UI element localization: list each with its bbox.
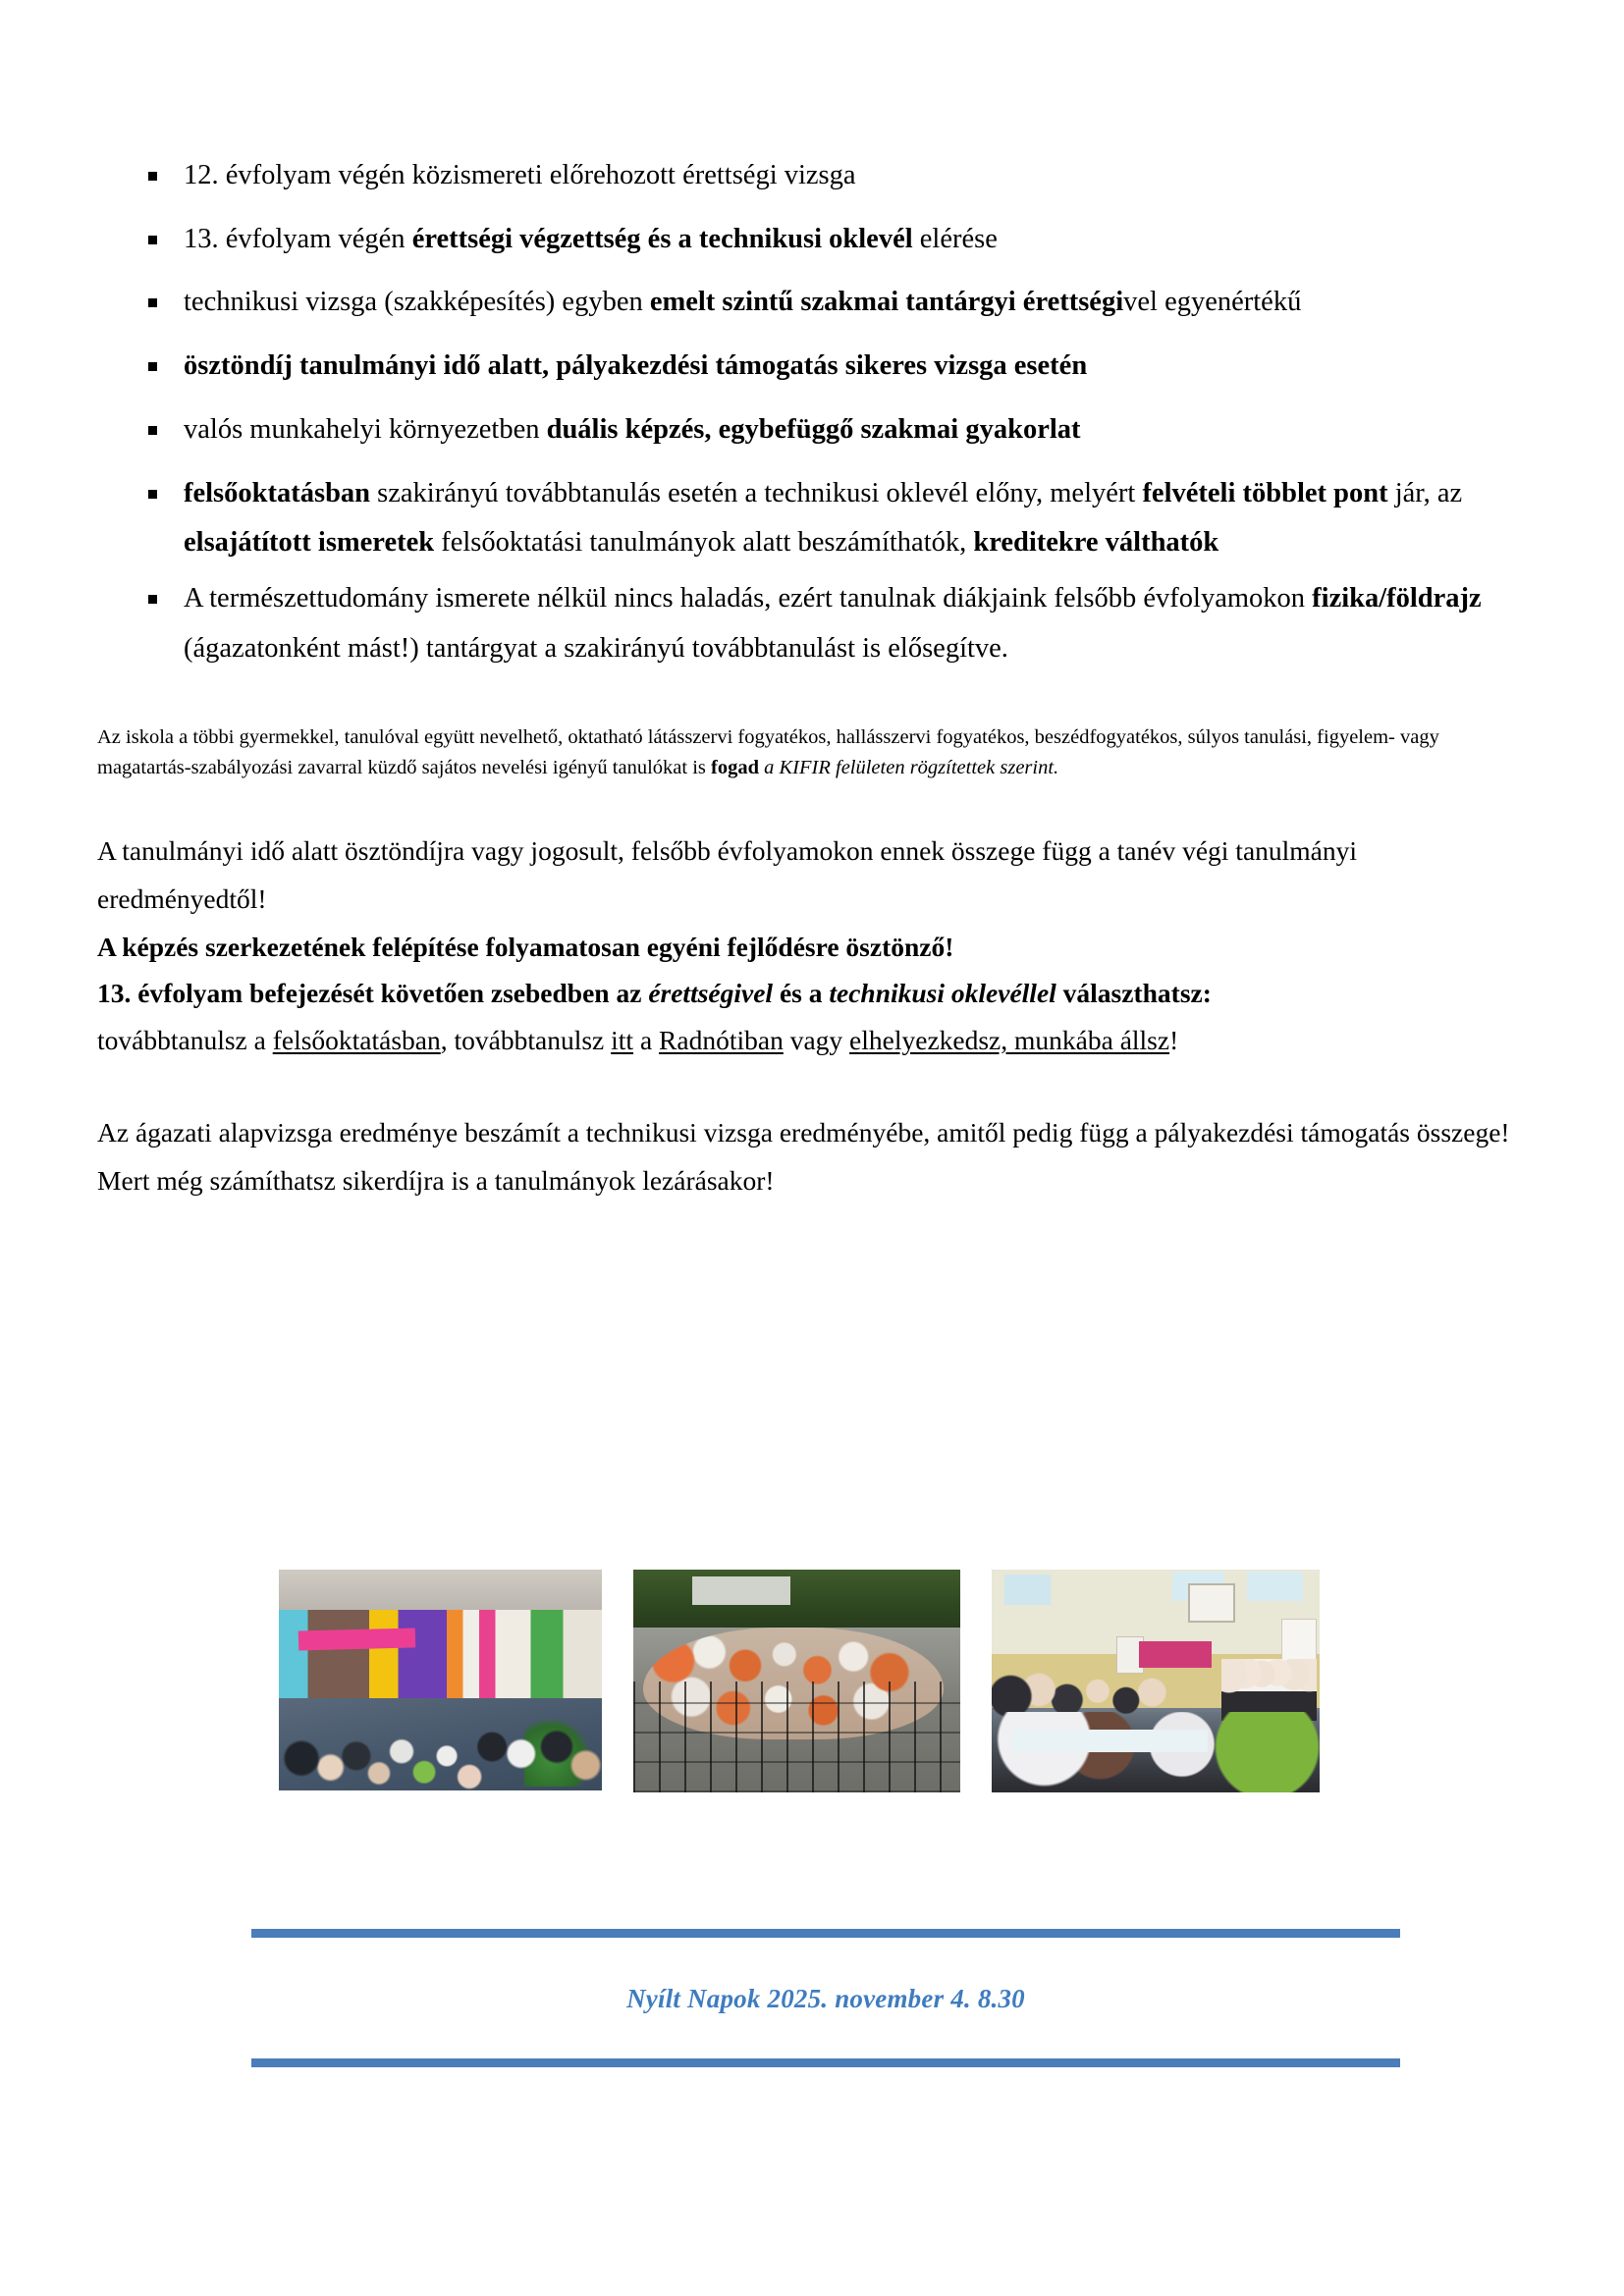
- gym-table: [1011, 1730, 1209, 1752]
- document-content: [97, 0, 1531, 1205]
- photo-strip: [279, 1570, 1320, 1805]
- list-item: 13. évfolyam végén érettségi végzettség és a technikusi oklevél elérése: [97, 215, 1531, 265]
- gym-window-right: [1247, 1572, 1303, 1601]
- paragraph-structure-motivation: A képzés szerkezetének felépítése folyamatosan egyéni fejlődésre ösztönző!: [97, 931, 954, 962]
- photo-schoolyard-group: [633, 1570, 959, 1792]
- gym-front-row: [992, 1712, 1320, 1792]
- list-item: technikusi vizsga (szakképesítés) egyben emelt szintű szakmai tantárgyi érettségivel egyenértékű: [97, 278, 1531, 328]
- footer: [251, 1929, 1400, 2067]
- yard-building: [692, 1576, 790, 1606]
- hall-crowd: [279, 1676, 602, 1790]
- footer-rule-top: [251, 1929, 1400, 1938]
- list-item: ösztöndíj tanulmányi idő alatt, pályakezdési támogatás sikeres vizsga esetén: [97, 342, 1531, 392]
- basketball-hoop: [1188, 1583, 1234, 1623]
- gym-banner: [1139, 1641, 1212, 1668]
- photo-exhibition-hall: [279, 1570, 602, 1790]
- special-needs-notice: Az iskola a többi gyermekkel, tanulóval együtt nevelhető, oktatható látásszervi fogyatékos, hallásszervi fogyatékos, beszédfogyatékos, súlyos tanulási, figyelem- vagy magatartás-szabályozási zavarral küzdő sajátos nevelési igényű tanulókat is fogad a KIFIR felületen rögzítettek szerint.: [97, 726, 1439, 778]
- yard-trees: [633, 1570, 959, 1636]
- yard-fence: [633, 1682, 959, 1793]
- paragraph-after-grade-13: 13. évfolyam befejezését követően zsebedben az érettségivel és a technikusi oklevéllel választhatsz:: [97, 978, 1212, 1009]
- page-title: [97, 0, 1531, 124]
- footer-rule-bottom: [251, 2058, 1400, 2067]
- list-item: A természettudomány ismerete nélkül nincs haladás, ezért tanulnak diákjaink felsőbb évfolyamokon fizika/földrajz (ágazatonként mást!) tantárgyat a szakirányú továbbtanulást is elősegítve.: [97, 574, 1531, 673]
- paragraph-sector-exam: Az ágazati alapvizsga eredménye beszámít a technikusi vizsga eredményébe, amitől pedig függ a pályakezdési támogatás összege! Mert még számíthatsz sikerdíjra is a tanulmányok lezárásakor!: [97, 1117, 1510, 1197]
- booth-banner: [298, 1628, 415, 1650]
- list-item: felsőoktatásban szakirányú továbbtanulás esetén a technikusi oklevél előny, melyért felvételi többlet pont jár, az elsajátított ismeretek felsőoktatási tanulmányok alatt beszámíthatók, kreditekre válthatók: [97, 469, 1531, 568]
- gym-window-left: [1004, 1575, 1051, 1606]
- paragraph-options: továbbtanulsz a felsőoktatásban, továbbtanulsz itt a Radnótiban vagy elhelyezkedsz, munkába állsz!: [97, 1025, 1179, 1056]
- paragraph-scholarship: A tanulmányi idő alatt ösztöndíjra vagy jogosult, felsőbb évfolyamokon ennek összege függ a tanév végi tanulmányi eredményedtől!: [97, 834, 1358, 914]
- photo-gym-ceremony: [992, 1570, 1320, 1792]
- footer-event-text: Nyílt Napok 2025. november 4. 8.30: [626, 1984, 1025, 2013]
- list-item: 12. évfolyam végén közismereti előrehozott érettségi vizsga: [97, 151, 1531, 201]
- feature-list: [97, 124, 1531, 673]
- list-item: valós munkahelyi környezetben duális képzés, egybefüggő szakmai gyakorlat: [97, 405, 1531, 455]
